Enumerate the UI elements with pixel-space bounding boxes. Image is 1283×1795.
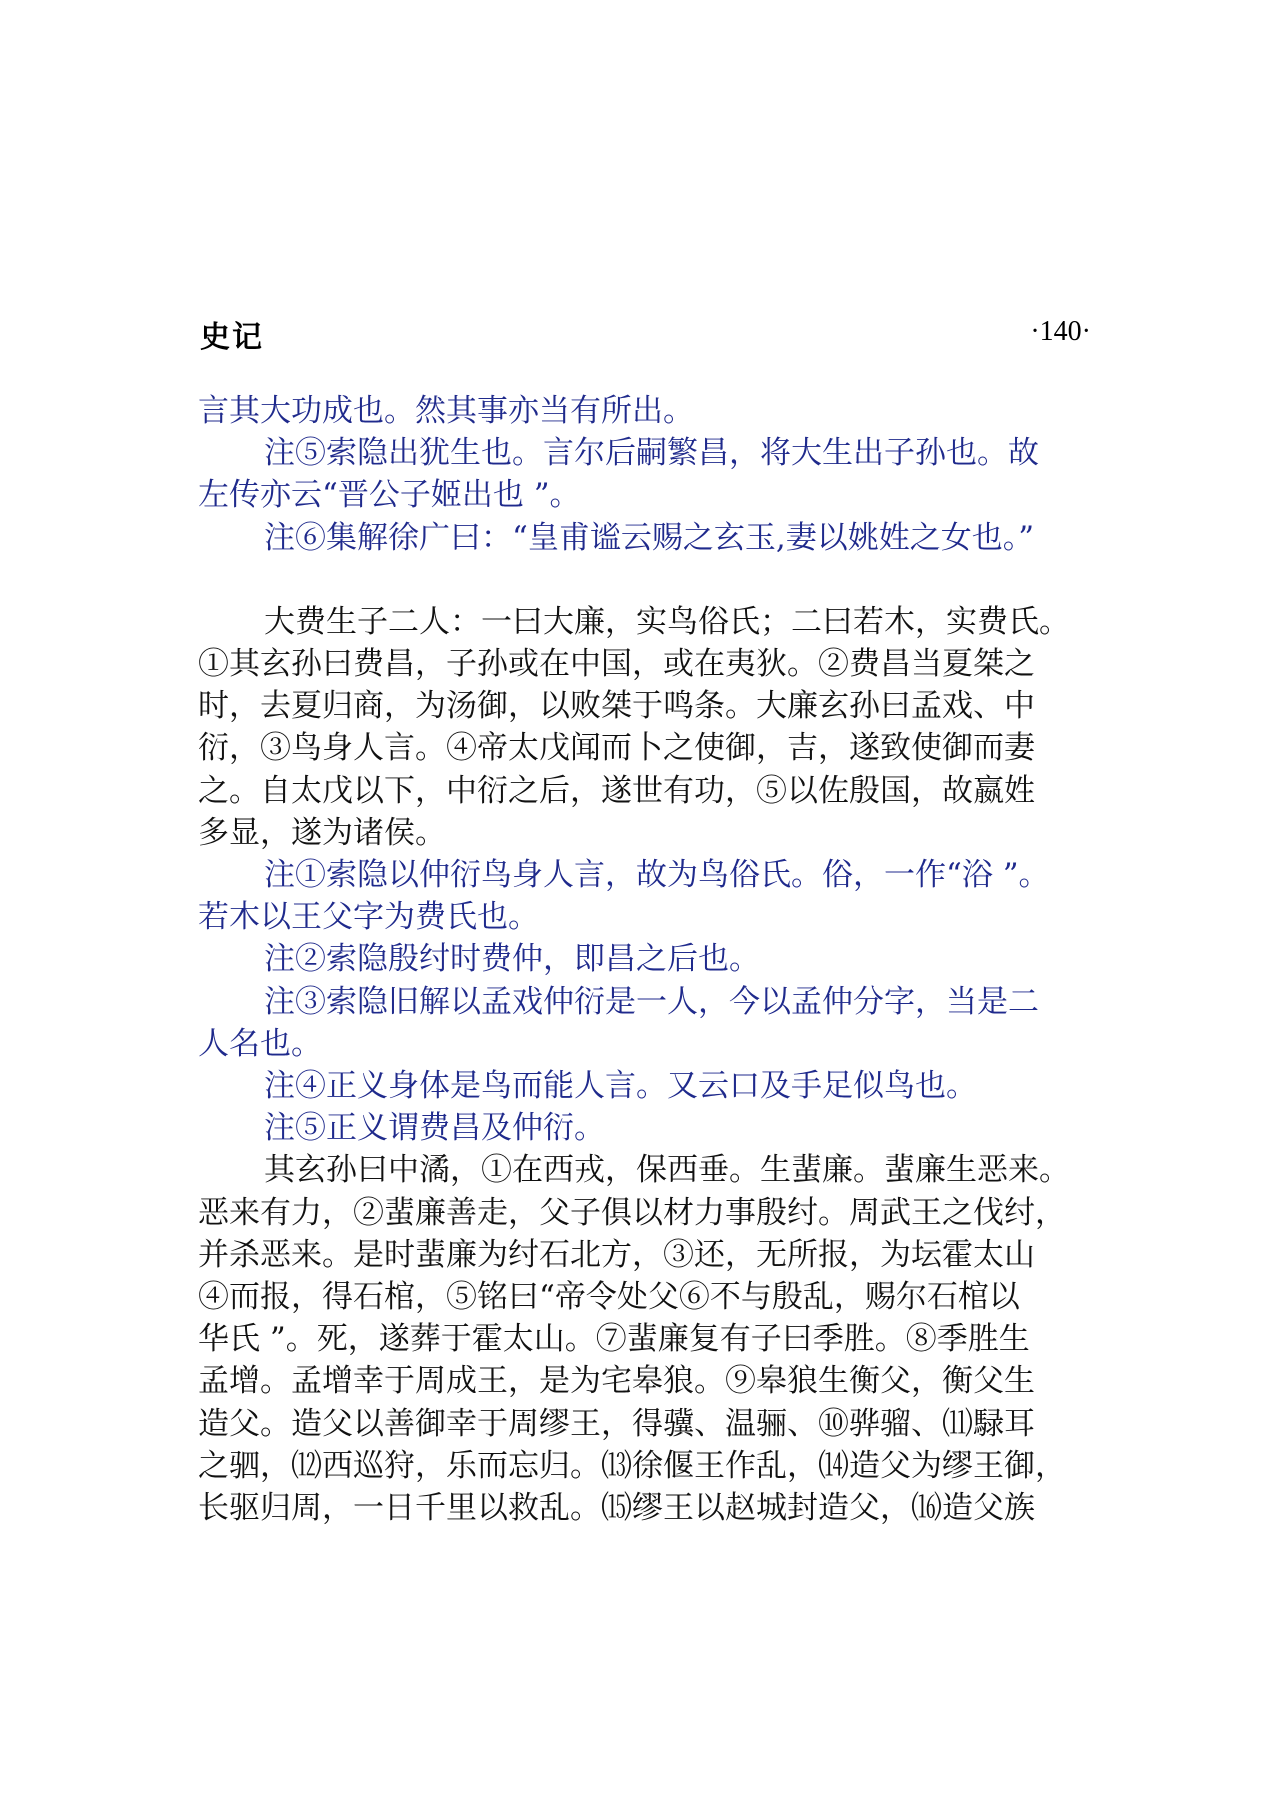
annotation-line: 注⑤索隐出犹生也。言尔后嗣繁昌，将大生出子孙也。故 xyxy=(264,435,1039,472)
annotation-line: 注⑤正义谓费昌及仲衍。 xyxy=(264,1110,605,1147)
main-text-line: 之。自太戊以下，中衍之后，遂世有功，⑤以佐殷国，故嬴姓 xyxy=(198,772,1035,809)
main-text-line: 造父。造父以善御幸于周缪王，得骥、温骊、⑩骅骝、⑾騄耳 xyxy=(198,1405,1035,1442)
main-text-line: ①其玄孙曰费昌，子孙或在中国，或在夷狄。②费昌当夏桀之 xyxy=(198,646,1035,683)
main-text-line: 衍，③鸟身人言。④帝太戊闻而卜之使御，吉，遂致使御而妻 xyxy=(198,730,1035,767)
annotation-line: 左传亦云“晋公子姬出也 ”。 xyxy=(198,477,581,514)
annotation-line: 注①索隐以仲衍鸟身人言，故为鸟俗氏。俗，一作“浴 ”。 xyxy=(264,857,1050,894)
main-text-line: 恶来有力，②蜚廉善走，父子俱以材力事殷纣。周武王之伐纣， xyxy=(198,1194,1066,1231)
annotation-line: 注④正义身体是鸟而能人言。又云口及手足似鸟也。 xyxy=(264,1068,977,1105)
annotation-line: 注③索隐旧解以孟戏仲衍是一人，今以孟仲分字，当是二 xyxy=(264,983,1039,1020)
main-text-line: 大费生子二人：一曰大廉，实鸟俗氏；二曰若木，实费氏。 xyxy=(264,603,1070,640)
main-text-line: 时，去夏归商，为汤御，以败桀于鸣条。大廉玄孙曰孟戏、中 xyxy=(198,688,1035,725)
page-number: ·140· xyxy=(1030,316,1091,347)
main-text-line: 之驷，⑿西巡狩，乐而忘归。⒀徐偃王作乱，⒁造父为缪王御， xyxy=(198,1447,1066,1484)
main-text-line: 其玄孙曰中潏，①在西戎，保西垂。生蜚廉。蜚廉生恶来。 xyxy=(264,1152,1070,1189)
main-text-line: 孟增。孟增幸于周成王，是为宅皋狼。⑨皋狼生衡父，衡父生 xyxy=(198,1363,1035,1400)
annotation-line: 注⑥集解徐广曰：“皇甫谧云赐之玄玉,妻以姚姓之女也。” xyxy=(264,519,1035,556)
page-body xyxy=(198,390,1103,1529)
annotation-line: 若木以王父字为费氏也。 xyxy=(198,899,539,936)
main-text-line: 并杀恶来。是时蜚廉为纣石北方，③还，无所报，为坛霍太山 xyxy=(198,1236,1035,1273)
main-text-line: 多显，遂为诸侯。 xyxy=(198,814,446,851)
paragraph-gap xyxy=(198,559,1103,601)
annotation-line: 注②索隐殷纣时费仲，即昌之后也。 xyxy=(264,941,760,978)
main-text-line: ④而报，得石棺，⑤铭曰“帝令处父⑥不与殷乱，赐尔石棺以 xyxy=(198,1279,1020,1316)
annotation-line: 人名也。 xyxy=(198,1025,322,1062)
annotation-line: 言其大功成也。然其事亦当有所出。 xyxy=(198,393,694,429)
main-text-line: 华氏 ”。死，遂葬于霍太山。⑦蜚廉复有子曰季胜。⑧季胜生 xyxy=(198,1321,1030,1358)
book-title: 史记 xyxy=(200,320,264,355)
main-text-line: 长驱归周，一日千里以救乱。⒂缪王以赵城封造父，⒃造父族 xyxy=(198,1490,1035,1527)
